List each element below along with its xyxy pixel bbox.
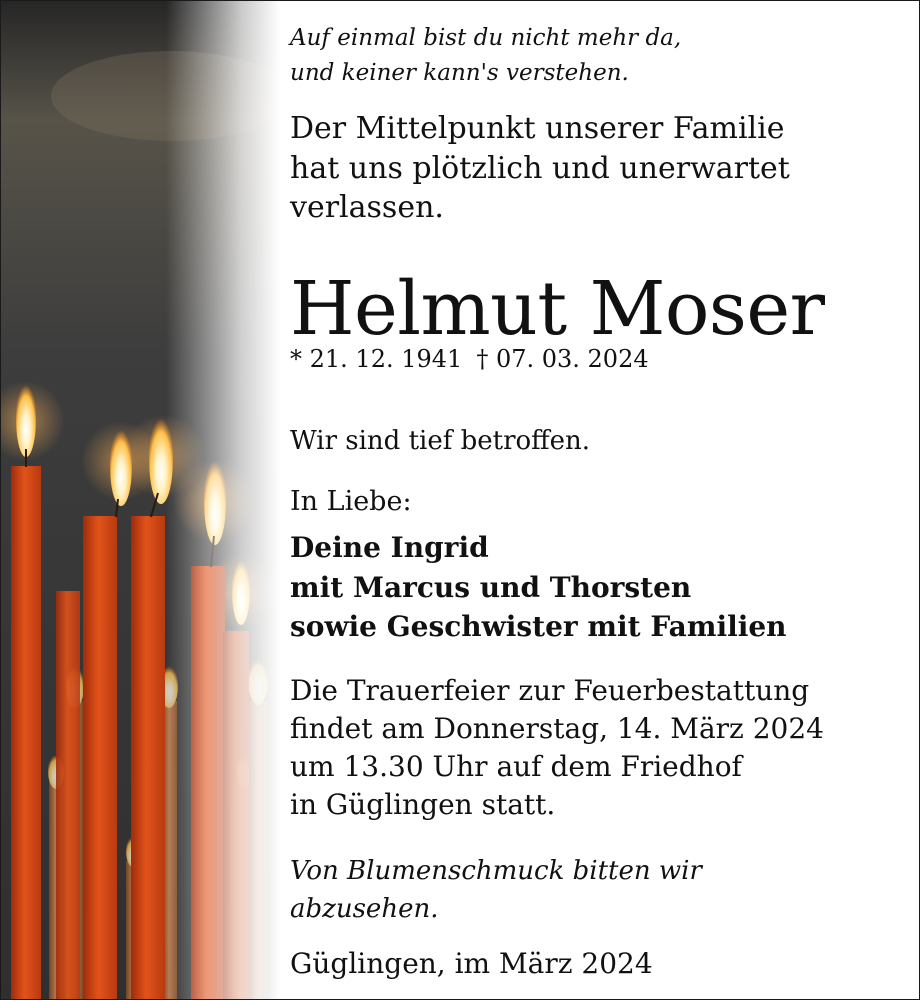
intro-line: verlassen. xyxy=(290,190,444,225)
service-line: findet am Donnerstag, 14. März 2024 xyxy=(290,712,824,745)
mourners-list xyxy=(290,528,787,647)
candles-image xyxy=(1,1,301,999)
service-line: in Güglingen statt. xyxy=(290,788,556,821)
mourners-intro: In Liebe: xyxy=(290,486,412,517)
motto-verse xyxy=(290,21,681,91)
life-dates xyxy=(290,339,649,379)
flowers-line: abzusehen. xyxy=(290,894,439,924)
intro-line: Der Mittelpunkt unserer Familie xyxy=(290,111,785,146)
birth-date: * 21. 12. 1941 xyxy=(290,345,463,373)
place-and-date: Güglingen, im März 2024 xyxy=(290,947,653,980)
motto-line: und keiner kann's verstehen. xyxy=(290,60,629,86)
mourner-line: Deine Ingrid xyxy=(290,531,489,564)
notice-text xyxy=(290,1,910,999)
funeral-service-info xyxy=(290,672,824,824)
condolence-text: Wir sind tief betroffen. xyxy=(290,426,591,456)
flowers-note xyxy=(290,852,702,928)
intro-line: hat uns plötzlich und unerwartet xyxy=(290,150,790,186)
mourner-line: mit Marcus und Thorsten xyxy=(290,570,692,604)
service-line: Die Trauerfeier zur Feuerbestattung xyxy=(290,674,810,707)
deceased-name: Helmut Moser xyxy=(290,266,825,352)
service-line: um 13.30 Uhr auf dem Friedhof xyxy=(290,750,742,783)
death-date: † 07. 03. 2024 xyxy=(476,345,649,373)
candles-photo xyxy=(1,1,301,999)
flowers-line: Von Blumenschmuck bitten wir xyxy=(290,856,702,886)
motto-line: Auf einmal bist du nicht mehr da, xyxy=(290,25,682,51)
intro-text xyxy=(290,109,790,228)
mourner-line: sowie Geschwister mit Familien xyxy=(290,610,787,643)
